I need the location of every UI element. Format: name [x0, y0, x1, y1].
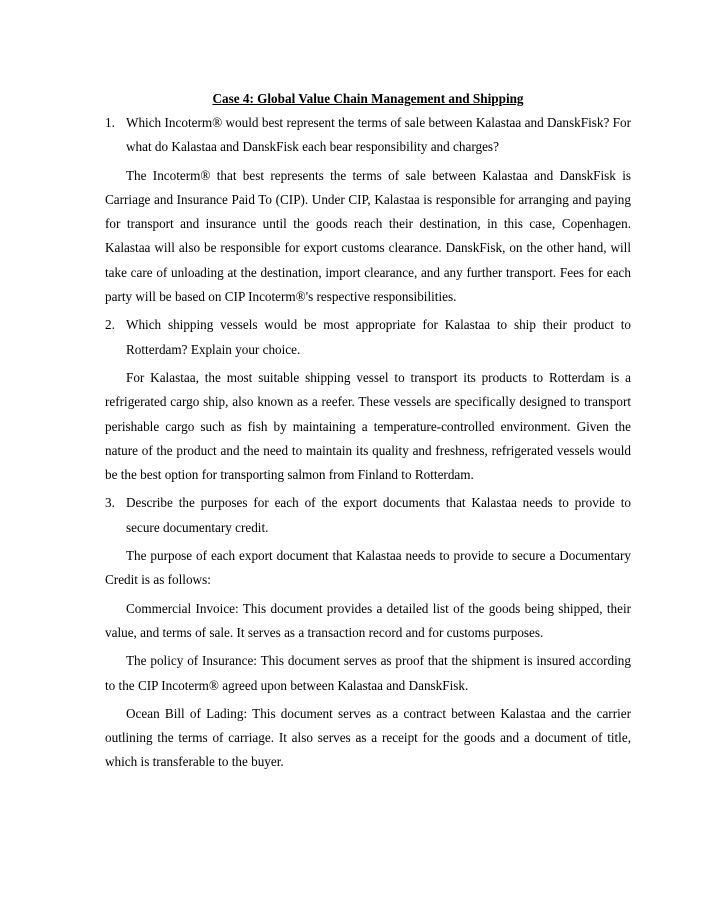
commercial-invoice-paragraph: Commercial Invoice: This document provides a detailed list of the goods being shipped, their value, and terms of sale. It serves as a transaction record and for customs purposes. — [105, 600, 631, 640]
question-1 — [105, 111, 631, 160]
document-page — [105, 90, 631, 779]
question-text: Describe the purposes for each of the export documents that Kalastaa needs to provide to secure documentary credit. — [126, 495, 631, 535]
bill-of-lading-paragraph: Ocean Bill of Lading: This document serves as a contract between Kalastaa and the carrier outlining the terms of carriage. It also serves as a receipt for the goods and a document of title, which is transferable to the buyer. — [105, 705, 631, 770]
question-3 — [105, 491, 631, 540]
question-text: Which Incoterm® would best represent the terms of sale between Kalastaa and DanskFisk? For what do Kalastaa and DanskFisk each bear responsibility and charges? — [126, 115, 631, 155]
answer-1-paragraph: The Incoterm® that best represents the terms of sale between Kalastaa and DanskFisk is Carriage and Insurance Paid To (CIP). Under CIP, Kalastaa is responsible for arranging and paying for transport and insurance until the goods reach their destination, in this case, Copenhagen. Kalastaa will also be responsible for export customs clearance. DanskFisk, on the other hand, will take care of unloading at the destination, import clearance, and any further transport. Fees for each party will be based on CIP Incoterm®'s respective responsibilities. — [105, 167, 631, 305]
insurance-policy-paragraph: The policy of Insurance: This document serves as proof that the shipment is insured according to the CIP Incoterm® agreed upon between Kalastaa and DanskFisk. — [105, 653, 631, 693]
answer-2-paragraph: For Kalastaa, the most suitable shipping vessel to transport its products to Rotterdam is a refrigerated cargo ship, also known as a reefer. These vessels are specifically designed to transport perishable cargo such as fish by maintaining a temperature-controlled environment. Given the nature of the product and the need to maintain its quality and freshness, refrigerated vessels would be the best option for transporting salmon from Finland to Rotterdam. — [105, 369, 631, 483]
question-text: Which shipping vessels would be most appropriate for Kalastaa to ship their product to Rotterdam? Explain your choice. — [126, 317, 631, 357]
question-number: 3. — [105, 495, 115, 511]
answer-3-intro-paragraph: The purpose of each export document that Kalastaa needs to provide to secure a Documentary Credit is as follows: — [105, 548, 631, 588]
question-number: 2. — [105, 317, 115, 333]
document-title: Case 4: Global Value Chain Management and Shipping — [212, 91, 524, 106]
question-number: 1. — [105, 115, 115, 130]
question-2 — [105, 313, 631, 362]
